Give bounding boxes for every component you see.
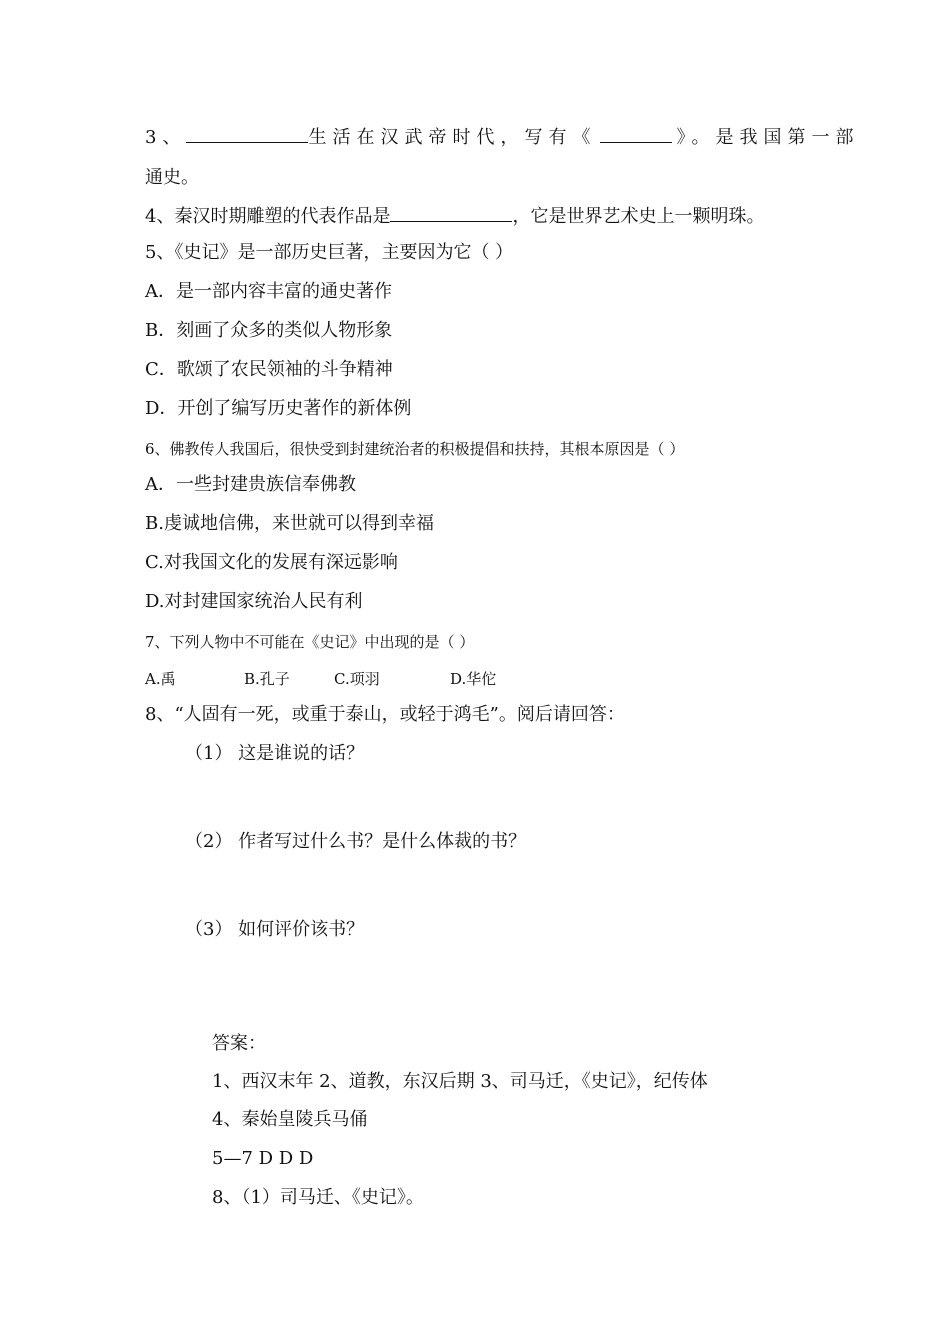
q3-number: 3、 bbox=[145, 127, 187, 148]
q3-text-mid: 生活在汉武帝时代，写有《 bbox=[308, 127, 597, 148]
answers-line-2: 4、秦始皇陵兵马俑 bbox=[212, 1109, 368, 1130]
q4-text-post: ，它是世界艺术史上一颗明珠。 bbox=[512, 206, 765, 227]
q7-option-d: D.华佗 bbox=[450, 670, 497, 688]
q7-option-c: C.项羽 bbox=[334, 670, 380, 688]
q6-stem: 6、佛教传人我国后，很快受到封建统治者的积极提倡和扶持，其根本原因是（ ） bbox=[145, 440, 685, 458]
q7-stem: 7、下列人物中不可能在《史记》中出现的是（ ） bbox=[145, 633, 475, 651]
q6-option-d: D.对封建国家统治人民有利 bbox=[145, 591, 363, 612]
q7-options bbox=[145, 667, 496, 691]
answers-title: 答案： bbox=[212, 1033, 266, 1054]
q5-option-a: A．是一部内容丰富的通史著作 bbox=[145, 281, 392, 302]
q4-blank bbox=[390, 203, 512, 222]
q5-option-d: D．开创了编写历史著作的新体例 bbox=[145, 398, 412, 419]
q6-option-a: A．一些封建贵族信奉佛教 bbox=[145, 474, 356, 495]
q7-option-a: A.禹 bbox=[145, 670, 176, 688]
q5-stem: 5、《史记》是一部历史巨著，主要因为它（ ） bbox=[145, 242, 514, 263]
answers-line-3: 5—7 D D D bbox=[212, 1148, 314, 1169]
q3-text-end: 》。是我国第一部 bbox=[676, 127, 860, 148]
q3-line2: 通史。 bbox=[145, 167, 199, 188]
q8-sub-2: （2） 作者写过什么书？是什么体裁的书？ bbox=[185, 831, 527, 852]
answers-line-4: 8、（1）司马迁、《史记》。 bbox=[212, 1187, 424, 1208]
q6-option-c: C.对我国文化的发展有深远影响 bbox=[145, 552, 398, 573]
q4-line bbox=[145, 203, 764, 229]
q8-sub-3: （3） 如何评价该书？ bbox=[185, 919, 365, 940]
q5-option-c: C．歌颂了农民领袖的斗争精神 bbox=[145, 359, 393, 380]
q7-option-b: B.孔子 bbox=[244, 670, 290, 688]
q3-blank-book bbox=[600, 124, 672, 143]
q6-option-b: B.虔诚地信佛，来世就可以得到幸福 bbox=[145, 513, 434, 534]
q3-line1 bbox=[145, 124, 859, 150]
q4-text-pre: 4、秦汉时期雕塑的代表作品是 bbox=[145, 206, 391, 227]
q5-option-b: B．刻画了众多的类似人物形象 bbox=[145, 320, 393, 341]
q8-stem: 8、“人固有一死，或重于泰山，或轻于鸿毛”。阅后请回答： bbox=[145, 704, 625, 725]
answers-line-1: 1、西汉末年 2、道教，东汉后期 3、司马迁，《史记》，纪传体 bbox=[212, 1071, 708, 1092]
q8-sub-1: （1） 这是谁说的话？ bbox=[185, 743, 365, 764]
q3-blank-person bbox=[186, 124, 308, 143]
